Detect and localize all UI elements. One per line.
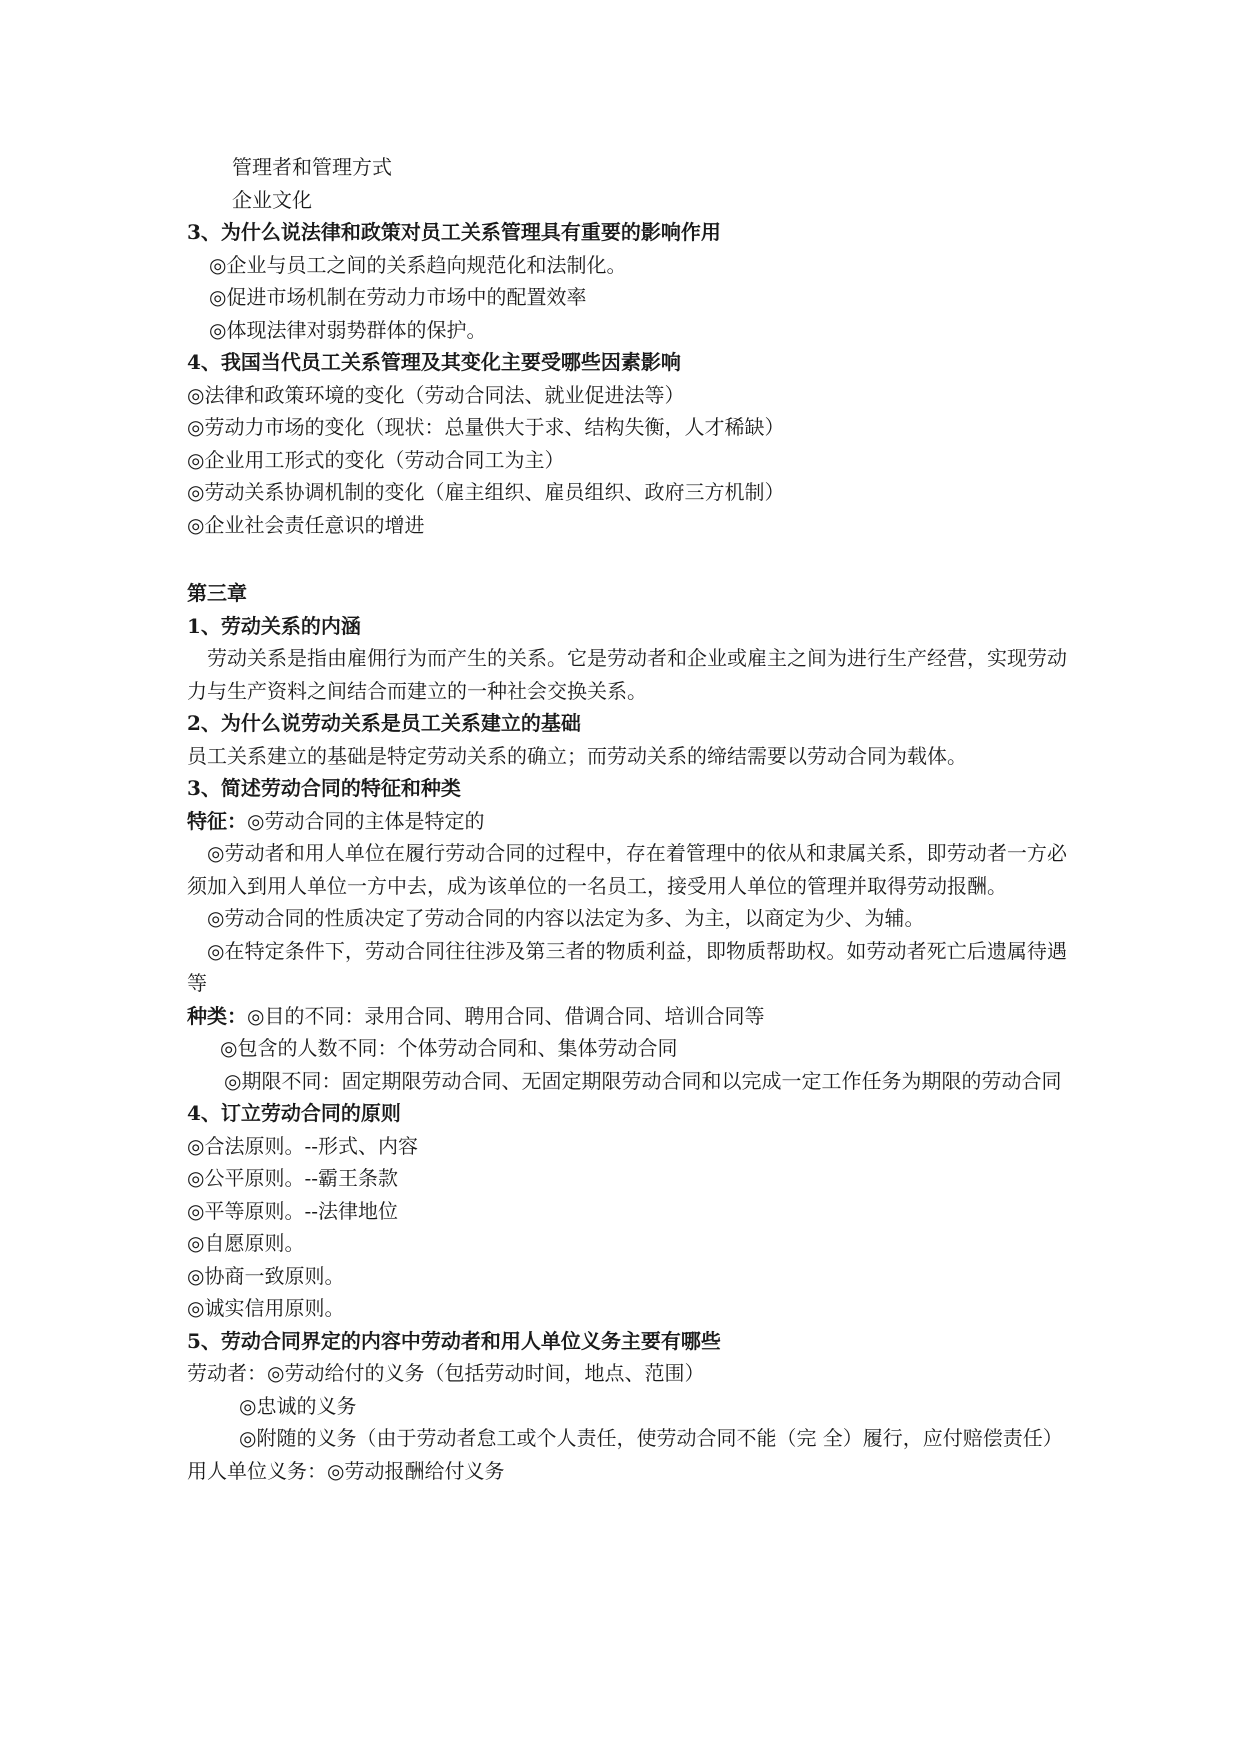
paragraph: ◎附随的义务（由于劳动者怠工或个人责任，使劳动合同不能（完 全）履行，应付赔偿责任） [239,1426,1063,1450]
features-label: 特征： [187,808,247,833]
list-item: ◎公平原则。--霸王条款 [187,1166,398,1190]
list-item: ◎合法原则。--形式、内容 [187,1133,418,1158]
worker-label: 劳动者： [187,1361,267,1385]
list-item: ◎平等原则。--法律地位 [187,1198,398,1223]
question-heading: 5、劳动合同界定的内容中劳动者和用人单位义务主要有哪些 [187,1328,721,1353]
worker-line [187,1357,1067,1390]
list-item: ◎促进市场机制在劳动力市场中的配置效率 [209,285,587,309]
paragraph: 劳动关系是指由雇佣行为而产生的关系。它是劳动者和企业或雇主之间为进行生产经营，实现劳动力与生产资料之间结合而建立的一种社会交换关系。 [187,646,1067,703]
employer-label: 用人单位义务： [187,1458,327,1483]
paragraph: 员工关系建立的基础是特定劳动关系的确立；而劳动关系的缔结需要以劳动合同为载体。 [187,743,967,768]
employer-line [187,1455,1067,1488]
list-item: ◎劳动合同的主体是特定的 [247,808,485,833]
list-item: ◎自愿原则。 [187,1231,305,1255]
paragraph: ◎劳动者和用人单位在履行劳动合同的过程中，存在着管理中的依从和隶属关系，即劳动者一方必须加入到用人单位一方中去，成为该单位的一名员工，接受用人单位的管理并取得劳动报酬。 [187,841,1067,898]
list-item: ◎劳动报酬给付义务 [327,1458,505,1483]
text-line: 企业文化 [232,187,312,212]
types-label: 种类： [187,1003,247,1028]
chapter-title: 第三章 [187,581,247,605]
list-item: ◎劳动给付的义务（包括劳动时间，地点、范围） [267,1361,705,1385]
list-item: ◎忠诚的义务 [239,1393,357,1418]
list-item: ◎企业社会责任意识的增进 [187,512,425,537]
list-item: ◎劳动力市场的变化（现状：总量供大于求、结构失衡，人才稀缺） [187,415,785,439]
list-item: ◎诚实信用原则。 [187,1296,345,1320]
list-item: ◎协商一致原则。 [187,1263,345,1288]
list-item: ◎体现法律对弱势群体的保护。 [209,317,487,342]
question-heading: 3、为什么说法律和政策对员工关系管理具有重要的影响作用 [187,220,721,244]
list-item: ◎法律和政策环境的变化（劳动合同法、就业促进法等） [187,382,685,407]
question-heading: 4、订立劳动合同的原则 [187,1101,401,1125]
paragraph: ◎在特定条件下，劳动合同往往涉及第三者的物质利益，即物质帮助权。如劳动者死亡后遗属待遇等 [187,938,1067,995]
text-line: 管理者和管理方式 [232,155,392,179]
features-line [187,805,1067,838]
types-line [187,1000,1067,1033]
question-heading: 3、简述劳动合同的特征和种类 [187,776,461,800]
list-item: ◎劳动合同的性质决定了劳动合同的内容以法定为多、为主，以商定为少、为辅。 [207,906,925,930]
list-item: ◎劳动关系协调机制的变化（雇主组织、雇员组织、政府三方机制） [187,480,785,504]
document-page [187,151,1067,1487]
section-gap [187,541,1067,577]
question-heading: 2、为什么说劳动关系是员工关系建立的基础 [187,711,581,735]
question-heading: 1、劳动关系的内涵 [187,613,361,638]
question-heading: 4、我国当代员工关系管理及其变化主要受哪些因素影响 [187,350,681,374]
list-item: ◎目的不同：录用合同、聘用合同、借调合同、培训合同等 [247,1003,765,1028]
list-item: ◎企业用工形式的变化（劳动合同工为主） [187,447,565,472]
list-item: ◎包含的人数不同：个体劳动合同和、集体劳动合同 [220,1036,678,1060]
list-item: ◎企业与员工之间的关系趋向规范化和法制化。 [209,252,627,277]
paragraph: ◎期限不同：固定期限劳动合同、无固定期限劳动合同和以完成一定工作任务为期限的劳动合同 [224,1068,1062,1093]
